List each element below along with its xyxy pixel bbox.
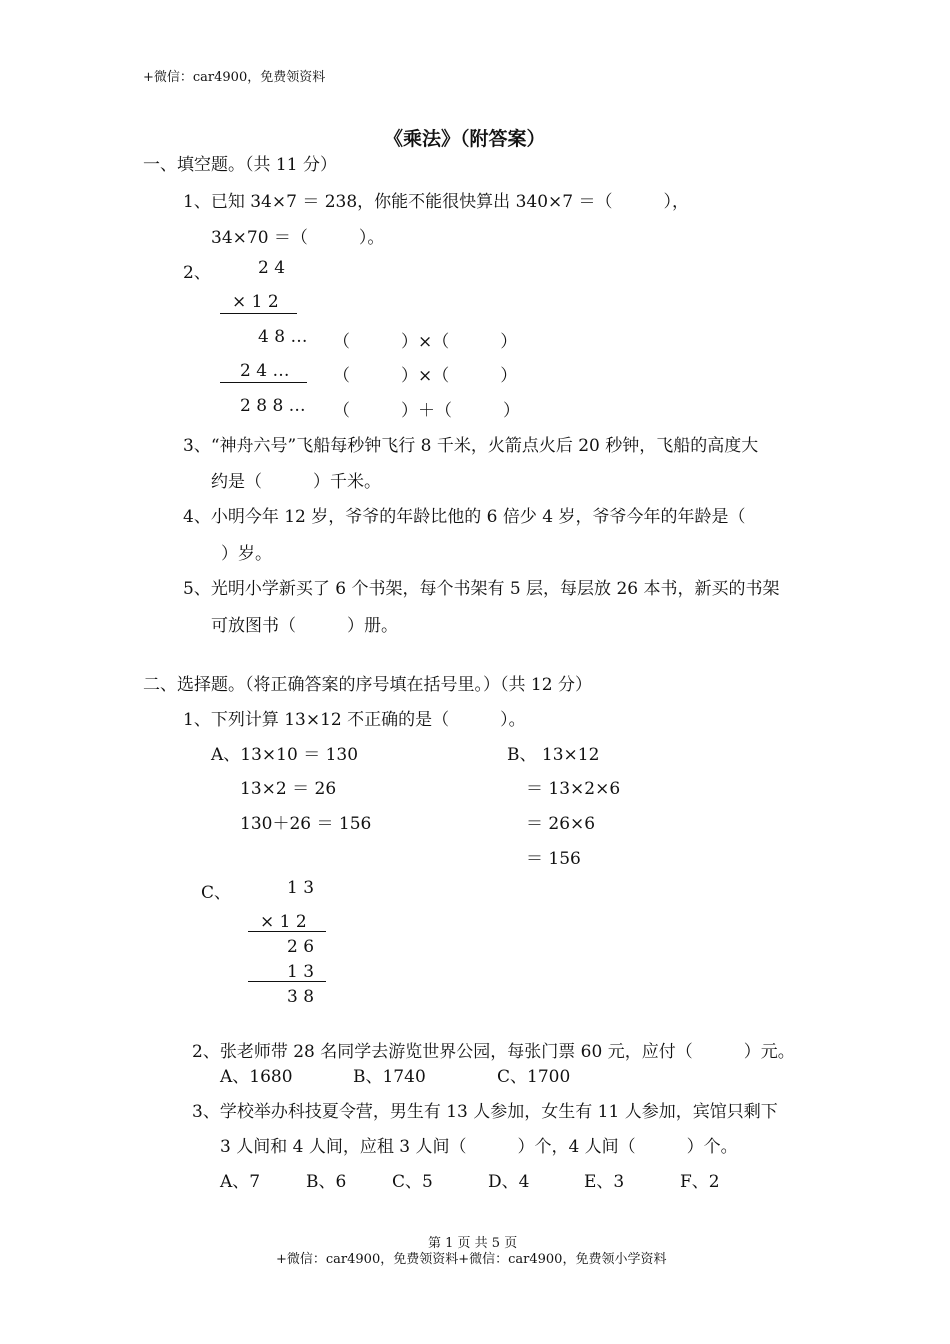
footer-note: +微信：car4900，免费领资料+微信：car4900，免费领小学资料 <box>276 1252 667 1267</box>
s1-q2-r3-blanks: （ ）＋（ ） <box>333 401 520 421</box>
section2-heading: 二、选择题。（将正确答案的序号填在括号里。）（共 12 分） <box>143 675 592 695</box>
s1-q5-line2: 可放图书（ ）册。 <box>211 616 398 636</box>
s1-q2-rule2 <box>220 382 307 383</box>
s1-q5-line1: 5、光明小学新买了 6 个书架，每个书架有 5 层，每层放 26 本书，新买的书架 <box>183 579 780 599</box>
s1-q3-line1: 3、“神舟六号”飞船每秒钟飞行 8 千米，火箭点火后 20 秒钟，飞船的高度大 <box>183 436 759 456</box>
s2-q1-b3: ＝ 26×6 <box>526 814 596 834</box>
s2-q1-b1: B、 13×12 <box>507 745 600 765</box>
s2-q3-opt-c: C、5 <box>392 1172 433 1192</box>
s2-q1-c1: 1 3 <box>287 878 315 898</box>
s2-q1-c-rule2 <box>248 981 326 982</box>
s2-q1-a3: 130＋26 ＝ 156 <box>240 814 372 834</box>
s2-q2-text: 2、张老师带 28 名同学去游览世界公园，每张门票 60 元，应付（ ）元。 <box>192 1042 795 1062</box>
s1-q4-line1: 4、小明今年 12 岁，爷爷的年龄比他的 6 倍少 4 岁，爷爷今年的年龄是（ <box>183 507 746 527</box>
s2-q1-b2: ＝ 13×2×6 <box>526 779 621 799</box>
s1-q2-r3: 2 8 8 … <box>240 396 306 416</box>
s2-q2-opt-b: B、1740 <box>353 1067 426 1087</box>
s2-q3-opt-b: B、6 <box>306 1172 347 1192</box>
s1-q2-top: 2 4 <box>258 258 286 278</box>
s1-q2-r1-blanks: （ ）×（ ） <box>333 332 518 352</box>
s2-q1-text: 1、下列计算 13×12 不正确的是（ ）。 <box>183 710 526 730</box>
section1-heading: 一、填空题。（共 11 分） <box>143 155 337 175</box>
page-number: 第 1 页 共 5 页 <box>428 1236 518 1251</box>
s1-q2-r1: 4 8 … <box>258 327 308 347</box>
s2-q1-c5: 3 8 <box>287 987 315 1007</box>
s2-q3-line1: 3、学校举办科技夏令营，男生有 13 人参加，女生有 11 人参加，宾馆只剩下 <box>192 1102 778 1122</box>
s2-q3-line2: 3 人间和 4 人间，应租 3 人间（ ）个，4 人间（ ）个。 <box>220 1137 738 1157</box>
s1-q2-mult: × 1 2 <box>232 292 279 312</box>
s1-q2-r2-blanks: （ ）×（ ） <box>333 366 518 386</box>
s1-q1-line2: 34×70 ＝（ ）。 <box>211 228 385 248</box>
s1-q2-label: 2、 <box>183 263 211 283</box>
s2-q1-c3: 2 6 <box>287 937 315 957</box>
s1-q2-r2: 2 4 … <box>240 361 290 381</box>
s2-q1-a1: A、13×10 ＝ 130 <box>211 745 359 765</box>
s2-q3-opt-f: F、2 <box>680 1172 720 1192</box>
s2-q2-opt-c: C、1700 <box>497 1067 571 1087</box>
page-title: 《乘法》（附答案） <box>384 128 546 150</box>
header-note: +微信：car4900，免费领资料 <box>143 70 326 85</box>
s2-q1-c-label: C、 <box>201 883 232 903</box>
s2-q1-c2: × 1 2 <box>260 912 307 932</box>
s2-q3-opt-e: E、3 <box>584 1172 625 1192</box>
s2-q1-c-rule1 <box>248 931 326 932</box>
s1-q1-line1: 1、已知 34×7 ＝ 238，你能不能很快算出 340×7 ＝（ ）， <box>183 192 689 212</box>
s2-q3-opt-d: D、4 <box>488 1172 530 1192</box>
s1-q3-line2: 约是（ ）千米。 <box>211 472 381 492</box>
s1-q4-line2: ）岁。 <box>221 544 272 564</box>
s2-q1-c4: 1 3 <box>287 962 315 982</box>
s2-q2-opt-a: A、1680 <box>220 1067 293 1087</box>
s2-q1-a2: 13×2 ＝ 26 <box>240 779 337 799</box>
s2-q1-b4: ＝ 156 <box>526 849 581 869</box>
s2-q3-opt-a: A、7 <box>220 1172 261 1192</box>
s1-q2-rule1 <box>220 313 297 314</box>
